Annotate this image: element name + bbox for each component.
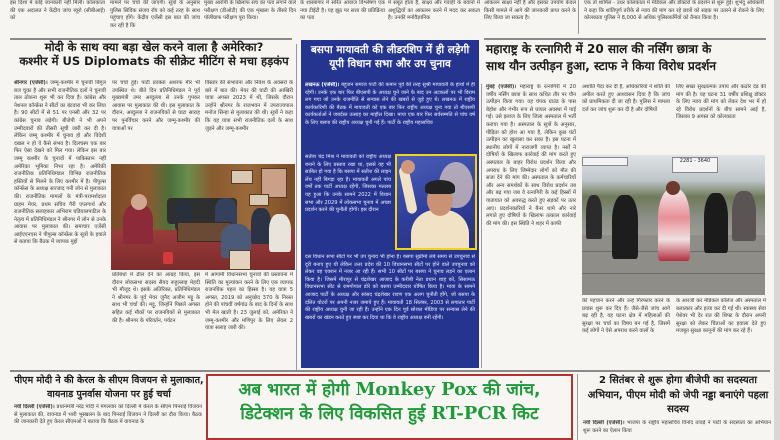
hl-text: डिटेक्शन के लिए विकसित हुई	[240, 404, 432, 424]
maharashtra-col1-text: महाराष्ट्र के रत्नागिरी में 20 वर्षीय नर्सिंग छात्रा के साथ कथित तौर पर यौन उत्पीड़न किया गया। वह चंपक ग्राउंड के पास बेहोश और गंभीर रूप से घायल अवस्था में पाई गई। उसे इलाज के लिए जिला अस्पताल में भर्ती कराया गया है। अस्पताल के सूत्रों के अनुसार, पीड़िता को होश आ गया है, लेकिन कुछ घंटों उत्पीड़न का खुलासा कर सका है। इस घटना में स्थानीय लोगों में नाराजगी व्याप्त है। नर्सों ने दोषियों के खिलाफ कार्रवाई की मांग करते हुए अस्पताल के बाहर विरोध प्रदर्शन किया और अपराध के लिए जिम्मेदार लोगों को मौत की सजा देने की मांग की। अस्पताल के कर्मचारियों और अन्य समर्थकों के साथ विरोध प्रदर्शन तब और बढ़ गया जब वे रत्नागिरी के कई हिस्सों में यातायात को अवरुद्ध करते हुए सड़कों पर उतर आए। प्रदर्शनकारियों ने बैनर थामे और नारे लगाते हुए दोषियों के खिलाफ तत्काल कार्रवाई की मांग की। इस स्थिति ने शहर में काफी	[486, 84, 576, 227]
top-col-5: में सबूत होता है, साक्ष्य और गवाही के बयानों में अशुद्धियों का आकलन करने में मदद कर सकता है। उनकी मनोवैज्ञानिक	[388, 0, 480, 22]
top-col-4: के शास्त्रागार में सरित आवाज विश्लेषण एक नया टीईटी है। यह झूठ पर सत्ता की प्रतिक्रिया का पता	[300, 0, 385, 22]
top-col-2: मामले पर चर्चा की जाएगी। सूत्रों के अनुसार पुलिस सिविक संजय रॉय को कई तरह के साथ पहुंचाए होंगे। केंद्रीय एजेंसी इस बात की जांच कर रही है कि	[110, 0, 200, 29]
top-col-7: एक तो शामिल - उधर कोलकाता में मेडिकल और डॉक्टरों के प्रदर्शन से शुरू हुई। शुभेंदु अधिकारी ने कहा कि शांतिपूर्ण तरीके से न्याय की मांग कर रहे छात्रों को सड़क पर उतरने से रोकने के लिए कोलकाता पुलिस ने 8,000 से अधिक पुलिसकर्मियों को तैनात किया है।	[584, 0, 764, 22]
us-headline-line2: कश्मीर में US Diplomats की सीक्रेट मीटिंग से मचा हड़कंप	[19, 54, 289, 69]
hl-text: की जांच,	[476, 380, 541, 400]
section-divider	[10, 370, 770, 372]
maharashtra-headline-line2: साथ यौन उत्पीड़न हुआ, स्टाफ ने किया विरोध प्रदर्शन	[486, 59, 717, 73]
column-divider	[481, 84, 482, 368]
maharashtra-headline-line1: महाराष्ट्र के रत्नागिरी में 20 साल की नर्सिंग छात्रा के	[486, 42, 712, 56]
maharashtra-col-3: लिए सख्त सुरक्षात्मक उपाय और कठोर दंड की मांग की है। यह घटना 31 वर्षीय प्रशिक्षु डॉक्टर के लिए न्याय की मांग को लेकर देश भर में हो रहे विरोध प्रदर्शनों के बीच सामने आई है, जिसका 9 अगस्त को कोलकाता	[676, 84, 766, 121]
figure-hair	[425, 180, 455, 194]
us-story-col-3-bottom: में आगामी विधानसभा चुनावों की प्रस्तावना में स्थिति का मूल्यांकन करने के लिए एक व्यापक राजनयिक पहल का हिस्सा है। यह यात्रा 5 अगस्त, 2019 को अनुच्छेद 370 के निरस्त होने की पांचवीं वर्षगांठ के बाद के दिनों के साथ भी मेल खाती है। 23 जुलाई को, अमेरिका ने जम्मू-कश्मीर और मणिपुर के लिए लेवल 2 यात्रा सलाह जारी की।	[205, 272, 293, 332]
monkeypox-headline	[208, 376, 571, 426]
us-story-col-3: विस्तार की संभावना और निवेश के अवसरों के बारे में बात की। मेयर की घाटी की आखिरी यात्रा अगस्त 2023 में थी, जिसके दौरान उन्होंने श्रीनगर के राजभवन में उपराज्यपाल मनोज सिन्हा से मुलाकात की थी। सूत्रों ने कहा कि यह यात्रा सभी राजनीतिक दलों के साथ जुड़ने और जम्मू-कश्मीर	[205, 80, 293, 132]
mayawati-photo	[395, 154, 477, 250]
column-divider	[296, 44, 297, 370]
us-meeting-photo	[111, 164, 295, 270]
banner	[582, 157, 628, 166]
bjp-body-text: भाजपा के राष्ट्रीय महासचिव विनोद तावड़े ने पार्टी के सदस्यता का अभियान शुरू करने का ऐलान किया	[583, 420, 771, 434]
wall-frame	[249, 194, 269, 206]
bsp-story-box[interactable]	[301, 40, 479, 368]
maharashtra-dateline: मुंबई (एजेंसी)।	[486, 84, 517, 90]
kerala-body	[14, 404, 202, 440]
waving-hand	[401, 160, 415, 174]
monkeypox-headline-line1	[208, 378, 571, 402]
bystander	[732, 191, 756, 241]
kerala-body-text: प्रधानमंत्री नरेंद्र मोदी ने मंगलवार को दिल्ली में केरल के सीएम पिनराई विजयन से मुलाकात की, वायनाड में भारी भूस्खलन के बाद पिनराई विजयन ने दिल्ली का दौरा किया। बैठक की जानकारी देते हुए केरल सीएमओ ने बताया कि बैठक में वायनाड के	[14, 404, 202, 426]
maharashtra-col-2-bottom: की पहचान करने और उन्हें गिरफ्तार करने के प्रयास शुरू कर दिए हैं। जैसे-जैसे जांच आगे बढ़ रही है, यह घटना क्षेत्र में महिलाओं की सुरक्षा पर चर्चा का विषय बन गई है, जिसमें कई लोगों ने ऐसे अपराध करने वालों के	[582, 298, 670, 335]
maharashtra-col-2: अशांति पैदा कर दी है, अधिकारियों ने शांति की अपील करते हुए आश्वासन दिया है कि जांच को प्राथमिकता दी जा रही है। पुलिस ने मामला दर्ज कर जांच शुरू कर दी है और दोषियों	[582, 84, 670, 113]
column-divider	[578, 0, 579, 34]
protester-red-paint	[658, 189, 690, 261]
bsp-body-top-text: बहुजन समाज पार्टी की कमान पूर्व की तरह सुश्री मायावती के हाथों में ही रहेगी। उनके एक बार फिर बीएसपी के अध्यक्ष चुने जाने के बाद उन अटकलों पर भी विराम लग गया जो उनके राजनीति से सन्यास लेने की खबरों से जुड़े हुए थे। लखनऊ में राष्ट्रीय कार्यकारिणी की बैठक में मायावती को एक बार फिर राष्ट्रीय अध्यक्ष चुना गया तो बीएसपी कार्यकर्ताओं ने जबर्दस्त उत्साह का माहौल दिखा। माया एक बार फिर सर्वसम्मति से पांच वर्ष के लिए बसपा की राष्ट्रीय अध्यक्ष चुनी गई हैं। पार्टी के राष्ट्रीय महासचिव	[305, 82, 475, 126]
us-story-headline[interactable]	[14, 40, 294, 69]
bystander	[586, 195, 602, 239]
person-head	[131, 194, 147, 210]
photo-frame	[229, 250, 251, 270]
bsp-headline: बसपा मायावती की लीडरशिप में ही लड़ेगी यूपी विधान सभा और उप चुनाव	[310, 44, 470, 70]
person	[269, 214, 291, 252]
top-col-1: इस दिशा में कोई जानकारी नहीं मिली। कोलकाता की एक अदालत ने केंद्रीय जांच ब्यूरो (सीबीआई) को	[10, 0, 105, 22]
protester	[612, 195, 638, 259]
street-sign: 2281 - 3640	[672, 157, 718, 173]
us-story-col-2-bottom: प्रतिबंधों में ढील देने का आग्रह किया, इस दौरान लोकसभा सदस्य सैयद रूहुल्लाह मेहदी भी मौजूद थे। इसके अतिरिक्त, प्रतिनिधिमंडल ने श्रीनगर के पूर्व मेयर जुनैद अजीम मट्टू के साथ भी चर्चा की। मट्टू, जिन्होंने पिछले अगस्त सहित कई मौकों पर राजनयिकों से मुलाकात की है। श्रीनगर के परिवर्तन, पर्यटन	[112, 272, 200, 324]
protester-head	[666, 181, 680, 195]
maharashtra-headline[interactable]	[486, 41, 770, 75]
section-divider	[484, 38, 766, 40]
us-story-col-2: पर चर्चा हुई। पार्टी प्रवक्ता अशरफ मीर भी उपस्थित थे। बीते दिन प्रतिनिधिमंडल ने पूर्व मुख्यमंत्री उमर अब्दुल्ला से उनके गुपकर आवास पर मुलाकात की थी। इस मुलाकात के दौरान, अब्दुल्ला ने राजनयिकों से घाटा साराह पर पुनर्विचार करने और जम्मू-कश्मीर की यात्राओं पर	[112, 80, 200, 132]
maharashtra-col-1	[486, 84, 576, 368]
hl-english-text: Monkey Pox	[355, 379, 477, 400]
hl-text: किट	[506, 404, 539, 424]
person	[251, 208, 271, 244]
bsp-body-left: सतीश चंद्र मिश्र ने मायावती को राष्ट्रीय अध्यक्ष बनाने के लिए प्रस्ताव रखा था, इससे यह भी साबित हो गया है कि बसपा में सतीश की लाइन लेंथ नहीं बिगड़ा रहा है। मायावती अगले पांच वर्षों तक पार्टी अध्यक्ष रहेंगी, जिसका मतलब यह हुआ कि उनके सामने 2022 में विधान सभा और 2029 में लोकसभा चुनाव में अच्छा प्रदर्शन करने की चुनौती होगी। इस दौरान	[305, 154, 391, 214]
protest-photo	[582, 155, 765, 295]
wall-frame	[231, 170, 253, 184]
us-col1-text: जम्मू-कश्मीर में चुनावी बिगुल बज चुका है और सभी राजनीतिक दलों ने चुनावी ताल ठोकना शुरू भी कर दिया है। कांग्रेस और नेशनल कॉन्फ्रेंस ने सीटों का बंटवारा भी कर लिया है। 90 सीटों में से 51 पर एनसी और 32 पर कांग्रेस चुनाव लड़ेगी। बीजेपी ने भी अपने उम्मीदवारों की तीसरी सूची जारी कर दी है। लेकिन जम्मू कश्मीर में चुनाव हो और विदेशी दखल न हो ये कैसे संभव है। दिलचस्प एक बार फिर ऐसा देखने को मिल गया। लेकिन इस बार जम्मू कश्मीर के चुनावों में पाकिस्तान नहीं अमेरिका भूमिका निभा रहा है। अमेरिकी राजनीतिक प्रतिनिधिमंडल विभिन्न राजनीतिक हस्तियों से मिलने के लिए कश्मीर में है। पीपुल्स कॉन्फ्रेंस के अध्यक्ष सज्जाद गनी लोन से मुलाकात की। राजनीतिक मामलों के मंत्री-परामर्शदाता ग्राहम मेयर, प्रथम सचिव गैरी एप्लगार्थ और राजनीतिक सलाहकार अभिराम घडियालपाटिल के नेतृत्व में प्रतिनिधिमंडल ने श्रीनगर में लोन से उनके आवास पर मुलाकात की। समाचार एजेंसी आईएएनएस ने पीपुल्स कॉन्फ्रेंस के सूत्रों के हवाले से बताया कि बैठक में व्यापक मुद्दों	[14, 80, 106, 246]
maharashtra-col-3-bottom: के आरजी कर मेडिकल कॉलेज और अस्पताल में बलात्कार और हत्या कर दी गई थी। स्वास्थ्य सेवा पेशेवर भी देर रात की शिफ्ट के दौरान अपनी सुरक्षा को लेकर चिंताओं का हवाला देते हुए मजबूत सुरक्षा कानूनों की मांग कर रहे हैं।	[676, 298, 766, 335]
bsp-body-bottom: दस विधान सभा सीटों पर भी उप चुनाव भी होना है। बसपा सुप्रीमो लंबे समय से उपचुनाव से दूरी बनाए हुए थी लेकिन उत्तर प्रदेश की 10 विधानसभा सीटों पर होने वाले उपचुनाव को लेकर वह एक्शन में नजर आ रही हैं। सभी 10 सीटों पर बसपा ने चुनाव लड़ने का एलान किया है। जिसमें मीरापुर से चंद्रशेखर आजाद के करीबी नेता प्रधान शाह को, सिसामऊ विधानसभा सीट से रामगोपाल डोरे को बसपा उम्मीदवार घोषित किया है। माया के सामने आजाद पार्टी के अध्यक्ष और सांसद चंद्रशेखर रावण एक अलग चुनौती होंगे, जो बसपा के दलित वोटरों पर अपनी नजर जमाये हुए हैं। मायावती 18 सितंबर, 2003 से लगातार पार्टी की राष्ट्रीय अध्यक्ष चुनी जा रही हैं। उन्होंने एक दिन पूर्व सोशल मीडिया पर सन्यास लेने की खबरों का खंडन करते हुए स्पष्ट कर दिया था कि वे राष्ट्रीय अध्यक्ष बनी रहेंगी।	[305, 254, 475, 321]
protester	[704, 193, 728, 253]
us-story-col-1	[14, 80, 106, 370]
kerala-headline[interactable]: पीएम मोदी ने की केरल के सीएम विजयन से मुलाकात, वायनाड पुनर्वास योजना पर हुई चर्चा	[14, 375, 204, 400]
road-marking	[582, 273, 765, 274]
column-divider	[577, 374, 578, 440]
top-col-6: आंकलन साक्ष्य नहीं है और इसका उपयोग केवल किसी मामले में आगे की जानकारी प्राप्त करने के लिए किया जा सकता है।	[484, 0, 576, 22]
top-continued-strip	[0, 0, 774, 38]
bsp-body-top	[305, 82, 475, 154]
bjp-dateline: नयी दिल्ली (एजेंसी)।	[583, 420, 625, 426]
bjp-body	[583, 420, 771, 440]
us-headline-line1: मोदी के साथ क्या बड़ा खेल करने वाला है अमेरिका?	[44, 40, 264, 54]
kerala-dateline: नयी दिल्ली (एजेंसी)।	[14, 404, 55, 410]
monkeypox-headline-line2	[208, 402, 571, 426]
bjp-headline[interactable]: 2 सितंबर से शुरू होगा बीजेपी का सदस्यता अभियान, पीएम मोदी को जेपी नड्डा बनाएंगे पहला सदस्य	[587, 375, 769, 415]
hl-english-text: RT-PCR	[431, 403, 507, 424]
bsp-dateline: लखनऊ (एजेंसी)।	[305, 82, 340, 88]
person	[123, 204, 153, 244]
monkeypox-story-box[interactable]	[206, 374, 573, 440]
top-col-3: मुख्य आरोपी के खिलाफ सच का पता लगाने वाले परीक्षण (डीओटी) की एक शृंखला के तीसरे दिन पॉलीग्राफ परीक्षण पूरा किया।	[204, 0, 296, 22]
page-edge	[774, 0, 780, 440]
us-dateline: श्रीनगर (एजेंसी)।	[14, 80, 48, 86]
red-object	[163, 252, 173, 264]
hl-text: अब भारत में होगी	[238, 380, 356, 400]
